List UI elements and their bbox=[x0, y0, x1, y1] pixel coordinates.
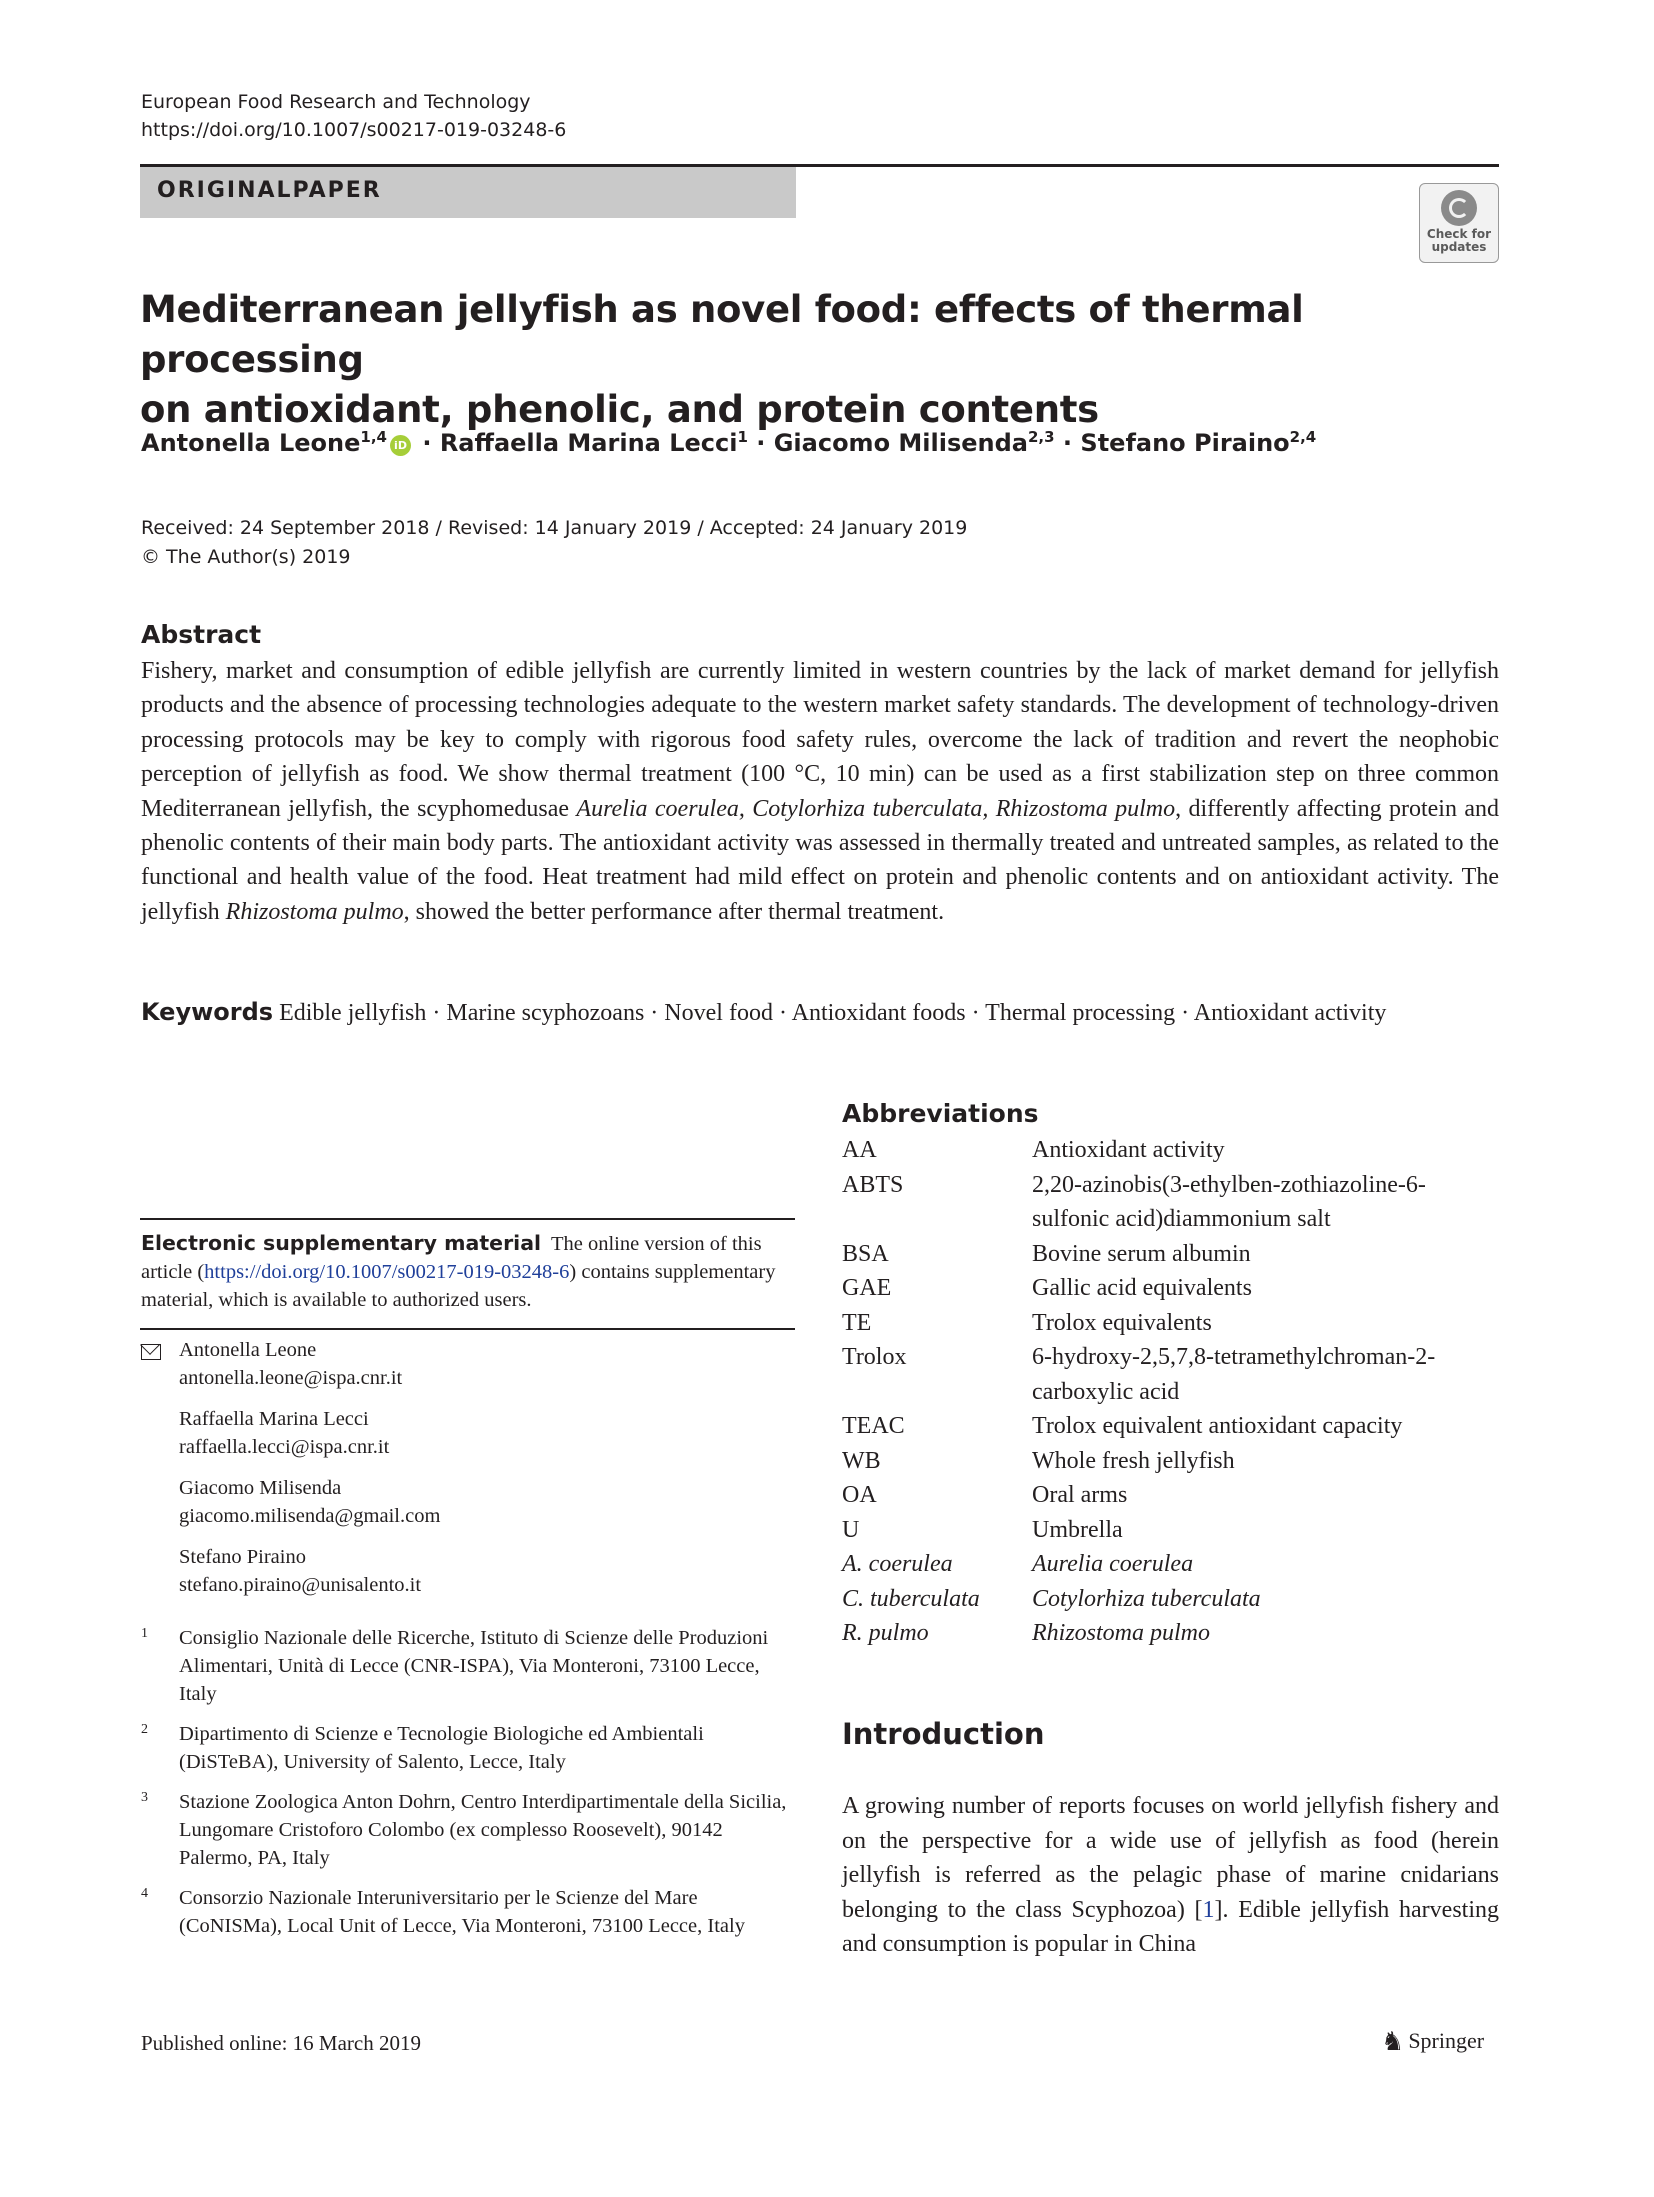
affiliation-entry bbox=[141, 1884, 801, 1940]
abbr-key: Trolox bbox=[842, 1344, 907, 1370]
contact-entry bbox=[179, 1336, 799, 1392]
author-affil-sup: 1 bbox=[737, 428, 748, 446]
abbr-key: A. coerulea bbox=[842, 1551, 953, 1577]
abbr-key: ABTS bbox=[842, 1171, 904, 1198]
affiliation-text: Dipartimento di Scienze e Tecnologie Biologiche ed Ambientali (DiSTeBA), University of Salento, Lecce, Italy bbox=[179, 1723, 704, 1773]
check-updates-line-2: updates bbox=[1431, 240, 1487, 254]
affiliation-text: Consiglio Nazionale delle Ricerche, Istituto di Scienze delle Produzioni Alimentari, Unità di Lecce (CNR-ISPA), Via Monteroni, 73100 Lecce, Italy bbox=[179, 1627, 769, 1705]
esm-doi-link[interactable]: https://doi.org/10.1007/s00217-019-03248-6 bbox=[204, 1261, 570, 1283]
esm-bottom-rule bbox=[140, 1328, 795, 1330]
esm-text: The online version of this article ( bbox=[141, 1233, 762, 1283]
journal-name: European Food Research and Technology bbox=[141, 91, 531, 113]
publisher-logo bbox=[1381, 2027, 1484, 2057]
abbreviation-row bbox=[842, 1409, 1502, 1444]
author-name: Stefano Piraino bbox=[1080, 429, 1290, 457]
abstract-body bbox=[141, 654, 1499, 929]
abstract-text: , differently affecting protein and phenolic contents of their main body parts. The antioxidant activity was assessed in thermally treated and untreated samples, as related to the functional and health value of the food. Heat treatment had mild effect on protein and phenolic contents and on antioxidant activity. The jellyfish bbox=[141, 795, 1499, 925]
author-name: Giacomo Milisenda bbox=[773, 429, 1028, 457]
springer-horse-icon: ♞ bbox=[1381, 2027, 1405, 2056]
check-updates-icon bbox=[1441, 190, 1477, 226]
contact-email[interactable]: antonella.leone@ispa.cnr.it bbox=[179, 1367, 403, 1389]
abbreviation-row bbox=[842, 1306, 1502, 1341]
abbr-value: 2,20-azinobis(3-ethylben-zothiazoline-6-sulfonic acid)diammonium salt bbox=[1032, 1171, 1426, 1232]
abbr-value: Oral arms bbox=[1032, 1482, 1128, 1508]
published-online: Published online: 16 March 2019 bbox=[141, 2031, 421, 2055]
affiliation-text: Consorzio Nazionale Interuniversitario per le Scienze del Mare (CoNISMa), Local Unit of Lecce, Via Monteroni, 73100 Lecce, Italy bbox=[179, 1887, 745, 1937]
envelope-icon bbox=[139, 1342, 163, 1361]
author-affil-sup: 2,4 bbox=[1289, 428, 1317, 446]
abbr-key: TE bbox=[842, 1309, 872, 1336]
introduction-heading: Introduction bbox=[842, 1717, 1045, 1751]
contact-email[interactable]: stefano.piraino@unisalento.it bbox=[179, 1574, 422, 1596]
affiliation-entry bbox=[141, 1788, 801, 1872]
abstract-text: , showed the better performance after thermal treatment. bbox=[403, 898, 945, 925]
esm-top-rule bbox=[140, 1218, 795, 1220]
affiliation-number: 2 bbox=[141, 1722, 148, 1737]
abbr-key: U bbox=[842, 1516, 860, 1543]
author-list: Antonella Leone$^{1,4}$ iD · Raffaella Marina Lecci$^1$ · Giacomo Milisenda$^{2,3}$ · Stefano Piraino$^{2,4}$ bbox=[141, 428, 1317, 457]
contact-name: Raffaella Marina Lecci bbox=[179, 1408, 369, 1430]
abbr-key: AA bbox=[842, 1137, 877, 1163]
abbreviations-heading: Abbreviations bbox=[842, 1099, 1039, 1128]
esm-heading: Electronic supplementary material bbox=[141, 1231, 542, 1255]
abbr-value: Gallic acid equivalents bbox=[1032, 1275, 1252, 1301]
abbr-key: TEAC bbox=[842, 1413, 905, 1439]
abstract-text: Fishery, market and consumption of edible jellyfish are currently limited in western countries by the lack of market demand for jellyfish products and the absence of processing technologies adequate to the western market safety standards. The development of technology-driven processing protocols may be key to comply with rigorous food safety rules, overcome the lack of tradition and revert the neophobic perception of jellyfish as food. We show thermal treatment (100 °C, 10 min) can be used as a first stabilization step on three common Mediterranean jellyfish, the scyphomedusae bbox=[141, 658, 1499, 822]
author-name: Antonella Leone bbox=[141, 429, 361, 457]
abbreviation-row bbox=[842, 1340, 1502, 1409]
contact-email[interactable]: giacomo.milisenda@gmail.com bbox=[179, 1505, 441, 1527]
introduction-body bbox=[842, 1789, 1499, 1962]
abbreviation-row bbox=[842, 1271, 1502, 1306]
abbr-value: Trolox equivalent antioxidant capacity bbox=[1032, 1413, 1403, 1439]
contact-name: Antonella Leone bbox=[179, 1339, 317, 1361]
affiliation-number: 1 bbox=[141, 1626, 148, 1641]
abbr-key: GAE bbox=[842, 1275, 892, 1301]
contact-name: Giacomo Milisenda bbox=[179, 1477, 342, 1499]
journal-header bbox=[141, 88, 566, 144]
abbreviation-row bbox=[842, 1478, 1502, 1513]
affiliation-list bbox=[141, 1624, 801, 1952]
affiliation-entry bbox=[141, 1624, 801, 1708]
abbr-value: Antioxidant activity bbox=[1032, 1137, 1225, 1163]
supplementary-note bbox=[141, 1229, 795, 1314]
abbr-value: Trolox equivalents bbox=[1032, 1309, 1212, 1336]
citation-link[interactable]: 1 bbox=[1202, 1896, 1215, 1923]
author-affil-sup: 2,3 bbox=[1028, 428, 1055, 446]
abstract-species-list: Aurelia coerulea, Cotylorhiza tuberculata, Rhizostoma pulmo bbox=[576, 795, 1176, 822]
abbr-key: R. pulmo bbox=[842, 1620, 929, 1646]
abbreviations-table bbox=[842, 1133, 1502, 1651]
abbr-key: WB bbox=[842, 1447, 881, 1474]
abbr-value: Rhizostoma pulmo bbox=[1032, 1620, 1211, 1646]
title-line-2: on antioxidant, phenolic, and protein contents bbox=[140, 388, 1099, 431]
affiliation-number: 4 bbox=[141, 1886, 148, 1901]
abbr-value: Whole fresh jellyfish bbox=[1032, 1447, 1235, 1474]
keywords-heading: Keywords bbox=[141, 998, 274, 1026]
publisher-name: Springer bbox=[1408, 2028, 1485, 2053]
abbr-key: BSA bbox=[842, 1240, 889, 1267]
abstract-heading: Abstract bbox=[141, 620, 262, 649]
esm-text: ) contains supplementary material, which is available to authorized users. bbox=[141, 1261, 776, 1311]
contact-entry bbox=[179, 1474, 799, 1530]
abbr-value: Cotylorhiza tuberculata bbox=[1032, 1585, 1261, 1612]
contact-entry bbox=[179, 1543, 799, 1599]
affiliation-number: 3 bbox=[141, 1790, 148, 1805]
copyright: © The Author(s) 2019 bbox=[141, 546, 351, 568]
keywords bbox=[141, 995, 1499, 1030]
journal-doi[interactable]: https://doi.org/10.1007/s00217-019-03248-6 bbox=[141, 119, 567, 141]
abbr-value: Aurelia coerulea bbox=[1032, 1551, 1194, 1577]
contact-list bbox=[179, 1336, 799, 1612]
abstract-species: Rhizostoma pulmo bbox=[225, 898, 404, 925]
abbr-key: C. tuberculata bbox=[842, 1585, 980, 1612]
abbreviation-row bbox=[842, 1513, 1502, 1548]
author-affil-sup: 1,4 bbox=[360, 428, 387, 446]
contact-entry bbox=[179, 1405, 799, 1461]
abbreviation-row bbox=[842, 1616, 1502, 1651]
contact-name: Stefano Piraino bbox=[179, 1546, 306, 1568]
check-updates-line-1: Check for bbox=[1426, 227, 1492, 241]
article-type-label: ORIGINALPAPER bbox=[157, 178, 382, 203]
history-dates: Received: 24 September 2018 / Revised: 14 January 2019 / Accepted: 24 January 2019 bbox=[141, 517, 968, 539]
keywords-text: Edible jellyfish · Marine scyphozoans · Novel food · Antioxidant foods · Thermal processing · Antioxidant activity bbox=[279, 1000, 1387, 1026]
abbr-value: 6-hydroxy-2,5,7,8-tetramethylchroman-2-carboxylic acid bbox=[1032, 1344, 1436, 1405]
article-dates bbox=[141, 514, 967, 572]
abbreviation-row bbox=[842, 1237, 1502, 1272]
abbreviation-row bbox=[842, 1168, 1502, 1237]
paper-title bbox=[140, 285, 1380, 435]
affiliation-entry bbox=[141, 1720, 801, 1776]
abbreviation-row bbox=[842, 1582, 1502, 1617]
contact-email[interactable]: raffaella.lecci@ispa.cnr.it bbox=[179, 1436, 390, 1458]
intro-text: ]. Edible jellyfish harvesting and consumption is popular in China bbox=[842, 1896, 1499, 1957]
abbreviation-row bbox=[842, 1547, 1502, 1582]
check-for-updates-badge[interactable] bbox=[1419, 183, 1499, 263]
orcid-icon[interactable]: iD bbox=[390, 435, 411, 456]
abbreviation-row bbox=[842, 1444, 1502, 1479]
affiliation-text: Stazione Zoologica Anton Dohrn, Centro Interdipartimentale della Sicilia, Lungomare Cristoforo Colombo (ex complesso Roosevelt), 90142 Palermo, PA, Italy bbox=[179, 1791, 787, 1869]
author-name: Raffaella Marina Lecci bbox=[439, 429, 738, 457]
intro-text: A growing number of reports focuses on world jellyfish fishery and on the perspective for a wide use of jellyfish as food (herein jellyfish is referred as the pelagic phase of marine cnidarians belonging to the class Scyphozoa) [ bbox=[842, 1793, 1499, 1923]
abbr-value: Umbrella bbox=[1032, 1516, 1123, 1543]
title-line-1: Mediterranean jellyfish as novel food: effects of thermal processing bbox=[140, 288, 1304, 381]
abbreviation-row bbox=[842, 1133, 1502, 1168]
abbr-key: OA bbox=[842, 1482, 877, 1508]
abbr-value: Bovine serum albumin bbox=[1032, 1240, 1251, 1267]
